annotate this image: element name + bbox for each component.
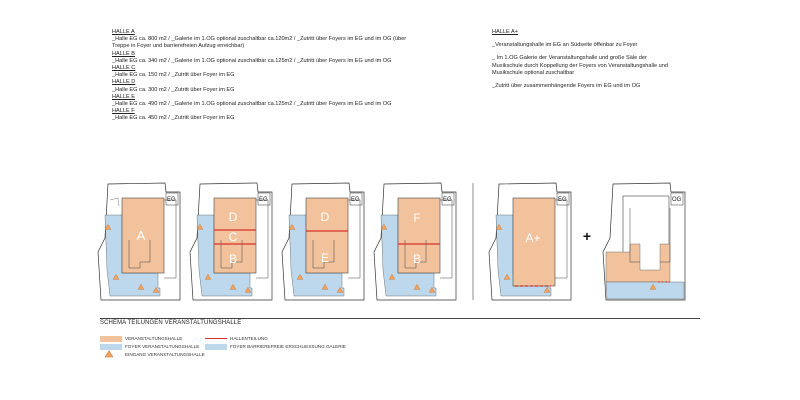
halle-d-line-1: _Halle EG ca. 300 m2 / _Zutritt über Foyer im EG	[112, 86, 235, 93]
legend-separator	[100, 318, 700, 319]
halle-aplus-title: HALLE A+	[492, 29, 518, 35]
legend-label-division: HALLENTEILUNG	[230, 336, 268, 341]
og-foyer-area	[606, 282, 684, 299]
legend-label-foyer-gallery: FOYER BARRIEREFREIE ERSCHLIESSUNG GALERIE	[230, 344, 346, 349]
halle-aplus-line-1: _Veranstaltungshalle im EG an Südseite öffenbar zu Foyer	[492, 42, 638, 49]
halle-f-line-1: _Halle EG ca. 450 m2 / _Zutritt über Foyer im EG	[112, 115, 235, 122]
label-a: A	[136, 228, 146, 243]
og-hall-area	[606, 244, 670, 282]
floor-label-eg: EG	[167, 197, 176, 203]
svg-text:F: F	[413, 211, 421, 225]
halle-c-title: HALLE C	[112, 65, 136, 72]
svg-text:D: D	[320, 210, 330, 224]
halle-d-title: HALLE D	[112, 79, 136, 86]
svg-text:C: C	[228, 230, 238, 244]
halle-aplus-line-5: Musikschule optional zuschaltbar	[492, 69, 575, 76]
halle-e-line-1: _Halle EG ca. 490 m2 / _Galerie im 1.OG optional zuschaltbar ca.125m2 / _Zutritt über Foyers im EG und im OG	[112, 101, 392, 108]
halle-c-line-1: _Halle EG ca. 150 m2 / _Zutritt über Foyer im EG	[112, 72, 235, 79]
svg-text:B: B	[228, 252, 238, 266]
legend-label-foyer: FOYER VERANSTALTUNGSHALLE	[125, 344, 200, 349]
halle-a-title: HALLE A	[112, 29, 135, 35]
halle-aplus-line-3: _ Im 1.OG Galerie der Veranstaltungshalle und große Säle der	[492, 55, 647, 62]
plus-sign: +	[582, 228, 592, 244]
halle-aplus-line-4: Musikschule durch Koppellung der Foyers von Veranstaltungshalle und	[492, 62, 668, 69]
svg-text:EG: EG	[259, 197, 268, 203]
halle-aplus-line-7: _Zutritt über zusammenhängende Foyers im EG und im OG	[492, 83, 641, 90]
svg-text:B: B	[412, 252, 422, 266]
svg-text:EG: EG	[558, 197, 567, 203]
svg-text:EG: EG	[351, 197, 360, 203]
legend-division-line	[205, 338, 227, 339]
halle-a-line-1: _Halle EG ca. 800 m2 / _Galerie im 1.OG optional zuschaltbar ca.120m2 / _Zutritt über Foyers im EG und im OG (über	[112, 36, 407, 43]
legend-label-entrance: EINGANG VERANSTALTUNGSHALLE	[125, 352, 205, 357]
legend-swatch-foyer-gallery	[205, 344, 227, 350]
plan-halle-a	[98, 183, 180, 300]
plan-halle-aplus	[489, 183, 571, 300]
svg-text:E: E	[320, 251, 330, 265]
svg-text:D: D	[228, 210, 238, 224]
plan-halle-d-c-b	[190, 183, 272, 300]
halle-b-line-1: _Halle EG ca. 340 m2 / _Galerie im 1.OG optional zuschaltbar ca.125m2 / _Zutritt über Foyers im EG und im OG	[112, 57, 392, 64]
plan-og	[603, 183, 685, 300]
halle-e-title: HALLE E	[112, 93, 136, 100]
legend-swatch-hall	[100, 336, 122, 342]
halle-f-title: HALLE F	[112, 108, 135, 115]
svg-text:A+: A+	[525, 231, 541, 245]
section-heading: SCHEMA TEILUNGEN VERANSTALTUNGSHALLE	[100, 320, 242, 326]
plan-halle-d-e	[282, 183, 364, 300]
plan-halle-f-b	[374, 183, 456, 300]
halle-b-title: HALLE B	[112, 50, 136, 57]
legend-label-hall: VERANSTALTUNGSHALLE	[125, 336, 183, 341]
halle-a-line-2: Treppe in Foyer und barrierefreien Aufzug erreichbar)	[112, 43, 245, 50]
floor-label-og: OG	[672, 197, 682, 203]
svg-text:EG: EG	[443, 197, 452, 203]
legend-entrance-icon	[104, 350, 114, 358]
